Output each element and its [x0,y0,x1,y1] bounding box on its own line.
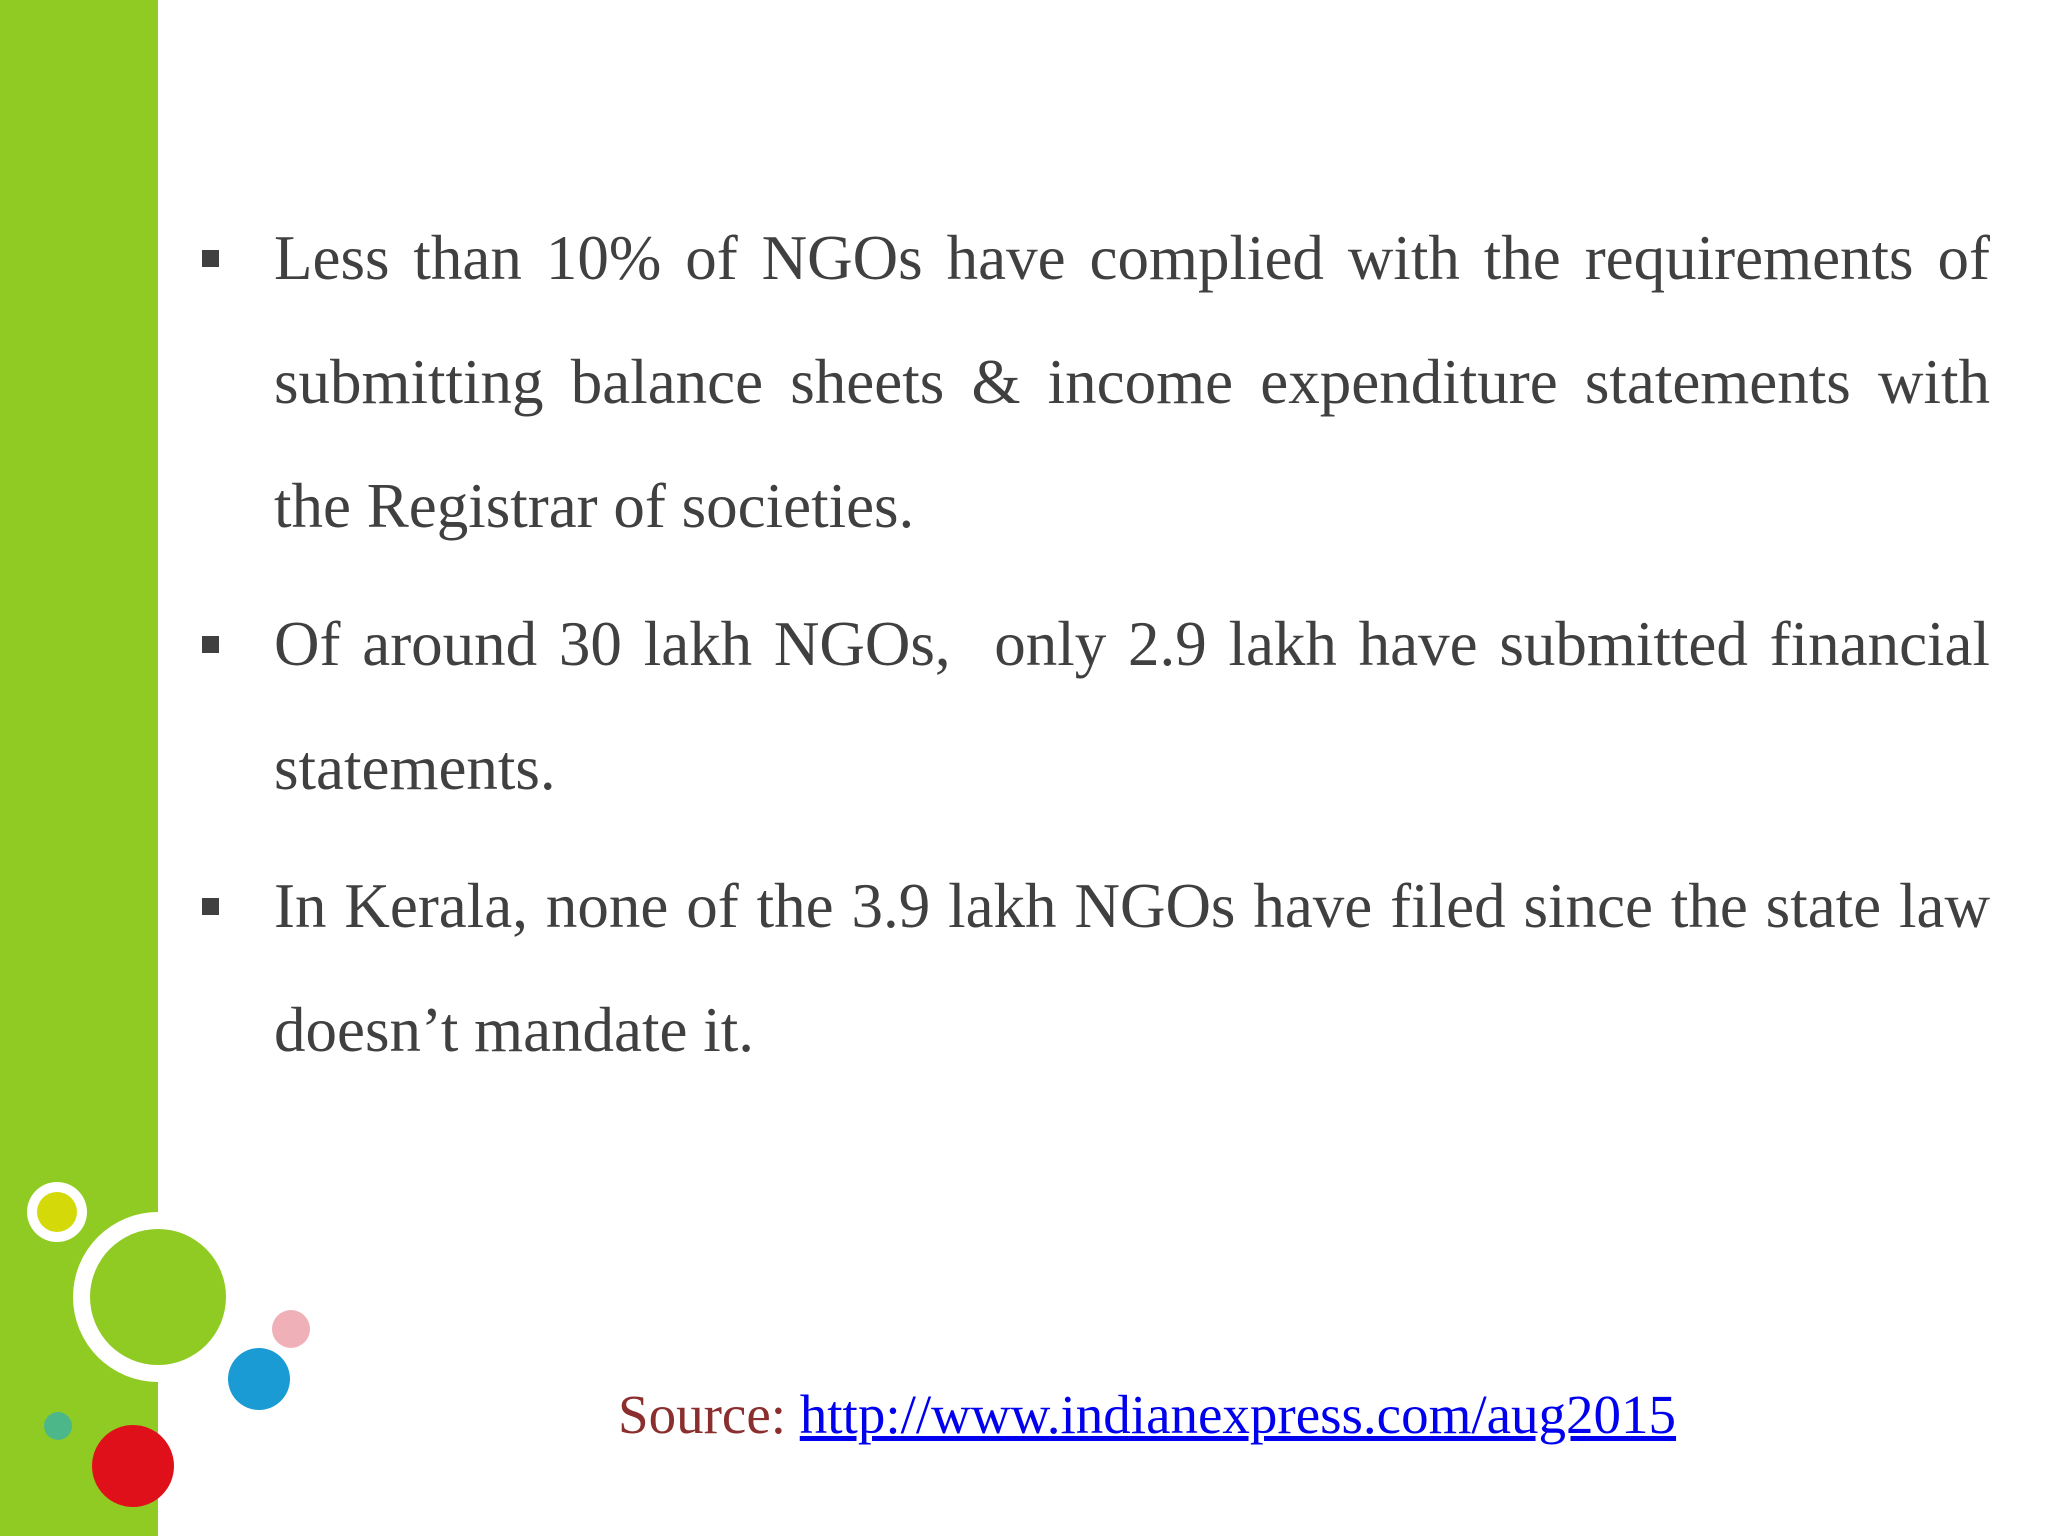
square-bullet-icon [202,898,219,915]
yellow-circle [37,1192,77,1232]
bullet-item [274,844,1990,1092]
bullet-text: Less than 10% of NGOs have complied with the requirements of submitting balance sheets & income expenditure statements with the Registrar of societies. [274,223,1990,541]
bullet-item [274,582,2006,830]
blue-circle [228,1348,290,1410]
bullet-text: Of around 30 lakh NGOs, only 2.9 lakh have submitted financial statements. [274,609,2006,803]
teal-circle [44,1412,72,1440]
green-circle [90,1229,226,1365]
source-citation [618,1380,1676,1450]
source-link[interactable]: http://www.indianexpress.com/aug2015 [799,1384,1677,1445]
pink-circle [272,1310,310,1348]
source-label: Source: [618,1384,800,1445]
red-circle [92,1425,174,1507]
bullet-text: In Kerala, none of the 3.9 lakh NGOs have filed since the state law doesn’t mandate it. [274,871,1990,1065]
bullet-list [274,196,2006,1106]
square-bullet-icon [202,250,219,267]
square-bullet-icon [202,636,219,653]
bullet-item [274,196,1990,568]
